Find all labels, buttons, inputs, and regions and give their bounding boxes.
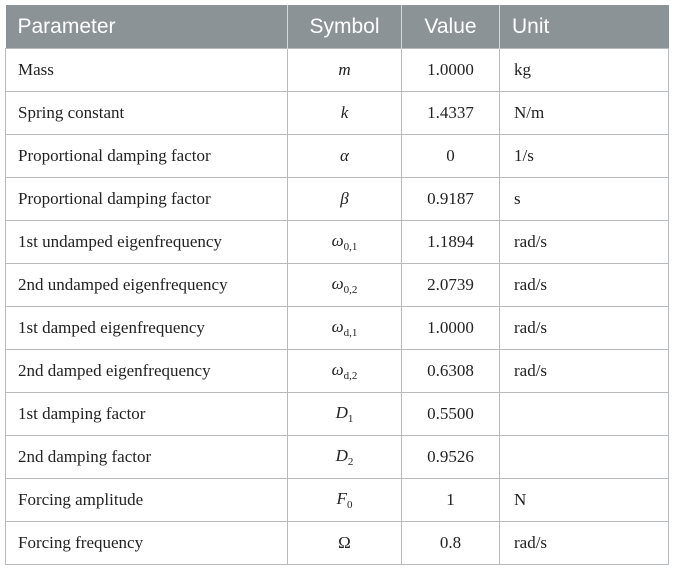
cell-value: 1 (402, 479, 500, 522)
cell-parameter: Forcing frequency (6, 522, 288, 565)
symbol-main: ω (331, 360, 344, 379)
cell-parameter: 1st damping factor (6, 393, 288, 436)
symbol-subscript: 0,1 (343, 241, 358, 253)
cell-parameter: 2nd undamped eigenfrequency (6, 264, 288, 307)
cell-symbol (288, 436, 402, 479)
cell-symbol (288, 92, 402, 135)
cell-unit: 1/s (500, 135, 669, 178)
symbol-main: ω (331, 317, 344, 336)
cell-value: 1.4337 (402, 92, 500, 135)
symbol-subscript: d,1 (343, 327, 358, 339)
cell-unit: N (500, 479, 669, 522)
symbol-subscript: 0 (346, 499, 353, 511)
symbol-subscript: 1 (347, 413, 354, 425)
cell-unit: rad/s (500, 350, 669, 393)
symbol-main: D (335, 446, 348, 465)
table-row (6, 436, 669, 479)
cell-value: 0.9187 (402, 178, 500, 221)
cell-symbol (288, 178, 402, 221)
symbol-main: m (338, 60, 351, 79)
cell-parameter: Proportional damping factor (6, 135, 288, 178)
table-row (6, 264, 669, 307)
cell-parameter: 2nd damped eigenfrequency (6, 350, 288, 393)
header-unit: Unit (500, 5, 669, 49)
symbol-main: D (335, 403, 348, 422)
table-row (6, 307, 669, 350)
cell-unit (500, 393, 669, 436)
symbol-main: Ω (338, 533, 351, 552)
cell-symbol (288, 221, 402, 264)
cell-unit: rad/s (500, 221, 669, 264)
cell-parameter: 2nd damping factor (6, 436, 288, 479)
cell-parameter: Mass (6, 49, 288, 92)
cell-parameter: Proportional damping factor (6, 178, 288, 221)
table-row (6, 92, 669, 135)
cell-unit (500, 436, 669, 479)
cell-symbol (288, 135, 402, 178)
cell-symbol (288, 350, 402, 393)
cell-unit: s (500, 178, 669, 221)
header-row (6, 5, 669, 49)
cell-value: 1.1894 (402, 221, 500, 264)
header-value: Value (402, 5, 500, 49)
table-row (6, 49, 669, 92)
cell-symbol (288, 479, 402, 522)
symbol-subscript: 0,2 (343, 284, 358, 296)
table-row (6, 393, 669, 436)
symbol-main: k (340, 103, 349, 122)
table-row (6, 479, 669, 522)
cell-parameter: Spring constant (6, 92, 288, 135)
header-parameter: Parameter (6, 5, 288, 49)
cell-parameter: 1st undamped eigenfrequency (6, 221, 288, 264)
table-body (6, 49, 669, 565)
symbol-main: β (340, 189, 349, 208)
table-row (6, 522, 669, 565)
cell-value: 2.0739 (402, 264, 500, 307)
cell-parameter: 1st damped eigenfrequency (6, 307, 288, 350)
symbol-subscript: 2 (347, 456, 354, 468)
cell-unit: N/m (500, 92, 669, 135)
symbol-main: ω (331, 274, 344, 293)
cell-unit: rad/s (500, 307, 669, 350)
cell-value: 1.0000 (402, 307, 500, 350)
cell-symbol (288, 264, 402, 307)
symbol-main: α (340, 146, 349, 165)
cell-parameter: Forcing amplitude (6, 479, 288, 522)
parameter-table (5, 5, 669, 565)
symbol-main: ω (331, 231, 344, 250)
cell-symbol (288, 49, 402, 92)
cell-value: 0.9526 (402, 436, 500, 479)
cell-unit: kg (500, 49, 669, 92)
cell-symbol (288, 522, 402, 565)
cell-symbol (288, 307, 402, 350)
cell-value: 0.6308 (402, 350, 500, 393)
table-row (6, 135, 669, 178)
table-row (6, 350, 669, 393)
symbol-subscript: d,2 (343, 370, 358, 382)
cell-value: 0.8 (402, 522, 500, 565)
cell-value: 0 (402, 135, 500, 178)
symbol-main: F (336, 489, 347, 508)
header-symbol: Symbol (288, 5, 402, 49)
cell-value: 1.0000 (402, 49, 500, 92)
table-row (6, 178, 669, 221)
cell-unit: rad/s (500, 522, 669, 565)
parameter-table-container (5, 5, 668, 565)
cell-unit: rad/s (500, 264, 669, 307)
cell-symbol (288, 393, 402, 436)
table-row (6, 221, 669, 264)
cell-value: 0.5500 (402, 393, 500, 436)
